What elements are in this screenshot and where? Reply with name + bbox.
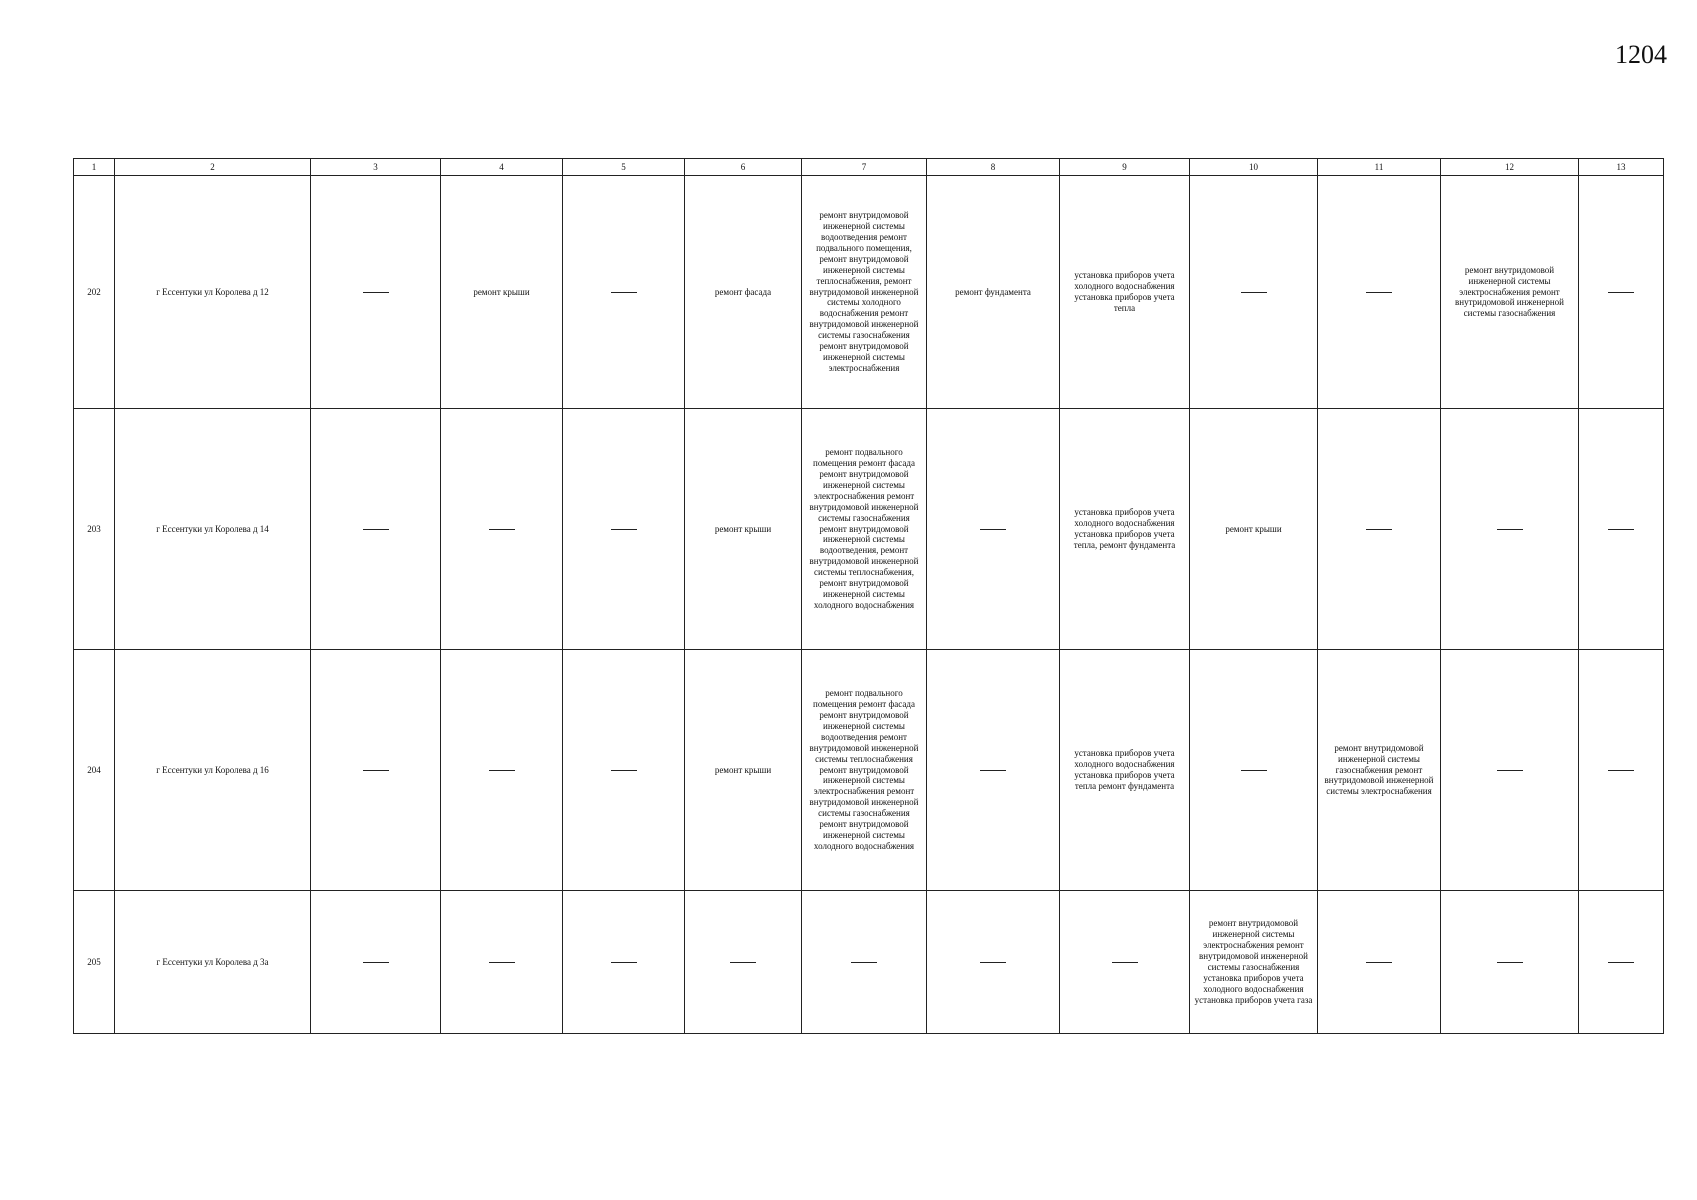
header-cell: 10 <box>1190 159 1318 176</box>
cell-col9: установка приборов учета холодного водоснабжения установка приборов учета тепла, ремонт фундамента <box>1060 409 1190 650</box>
dash-mark <box>611 292 637 293</box>
dash-mark <box>1608 770 1634 771</box>
dash-mark <box>980 962 1006 963</box>
header-cell: 13 <box>1579 159 1664 176</box>
dash-mark <box>611 770 637 771</box>
dash-mark <box>1497 962 1523 963</box>
table-row <box>74 409 1664 650</box>
dash-mark <box>363 770 389 771</box>
dash-mark <box>1608 292 1634 293</box>
cell-col3 <box>311 891 441 1034</box>
header-cell: 6 <box>685 159 802 176</box>
cell-col11 <box>1318 176 1441 409</box>
cell-col5 <box>563 409 685 650</box>
dash-mark <box>1366 529 1392 530</box>
dash-mark <box>489 529 515 530</box>
header-cell: 9 <box>1060 159 1190 176</box>
cell-col12 <box>1441 891 1579 1034</box>
cell-col8: ремонт фундамента <box>927 176 1060 409</box>
header-cell: 12 <box>1441 159 1579 176</box>
dash-mark <box>1366 962 1392 963</box>
cell-col3 <box>311 650 441 891</box>
cell-col6: ремонт крыши <box>685 650 802 891</box>
address-cell: г Ессентуки ул Королева д 14 <box>115 409 311 650</box>
address-cell: г Ессентуки ул Королева д 16 <box>115 650 311 891</box>
cell-col13 <box>1579 176 1664 409</box>
cell-col11 <box>1318 891 1441 1034</box>
cell-col10: ремонт внутридомовой инженерной системы электроснабжения ремонт внутридомовой инженерной системы газоснабжения установка приборов учета холодного водоснабжения установка приборов учета газа <box>1190 891 1318 1034</box>
cell-col5 <box>563 891 685 1034</box>
cell-col11 <box>1318 409 1441 650</box>
cell-col9: установка приборов учета холодного водоснабжения установка приборов учета тепла ремонт фундамента <box>1060 650 1190 891</box>
cell-col10 <box>1190 176 1318 409</box>
cell-col3 <box>311 176 441 409</box>
works-table <box>73 158 1664 1034</box>
cell-col11: ремонт внутридомовой инженерной системы газоснабжения ремонт внутридомовой инженерной системы электроснабжения <box>1318 650 1441 891</box>
dash-mark <box>611 962 637 963</box>
dash-mark <box>1497 529 1523 530</box>
dash-mark <box>489 962 515 963</box>
cell-col13 <box>1579 409 1664 650</box>
dash-mark <box>611 529 637 530</box>
header-cell: 4 <box>441 159 563 176</box>
cell-col12 <box>1441 409 1579 650</box>
cell-col9: установка приборов учета холодного водоснабжения установка приборов учета тепла <box>1060 176 1190 409</box>
cell-col7: ремонт внутридомовой инженерной системы водоотведения ремонт подвального помещения, ремонт внутридомовой инженерной системы теплоснабжения, ремонт внутридомовой инженерной системы холодного водоснабжения ремонт внутридомовой инженерной системы газоснабжения ремонт внутридомовой инженерной системы электроснабжения <box>802 176 927 409</box>
cell-col8 <box>927 891 1060 1034</box>
cell-col13 <box>1579 650 1664 891</box>
cell-col9 <box>1060 891 1190 1034</box>
header-cell: 5 <box>563 159 685 176</box>
row-number: 203 <box>74 409 115 650</box>
cell-col8 <box>927 409 1060 650</box>
dash-mark <box>1241 292 1267 293</box>
address-cell: г Ессентуки ул Королева д 3а <box>115 891 311 1034</box>
cell-col5 <box>563 176 685 409</box>
dash-mark <box>1497 770 1523 771</box>
dash-mark <box>363 529 389 530</box>
dash-mark <box>730 962 756 963</box>
header-row <box>74 159 1664 176</box>
dash-mark <box>1241 770 1267 771</box>
cell-col10: ремонт крыши <box>1190 409 1318 650</box>
dash-mark <box>363 292 389 293</box>
cell-col4 <box>441 409 563 650</box>
table-row <box>74 176 1664 409</box>
cell-col4 <box>441 650 563 891</box>
cell-col6: ремонт фасада <box>685 176 802 409</box>
dash-mark <box>851 962 877 963</box>
cell-col6: ремонт крыши <box>685 409 802 650</box>
cell-col8 <box>927 650 1060 891</box>
cell-col7 <box>802 891 927 1034</box>
cell-col12 <box>1441 650 1579 891</box>
header-cell: 3 <box>311 159 441 176</box>
dash-mark <box>363 962 389 963</box>
header-cell: 7 <box>802 159 927 176</box>
cell-col13 <box>1579 891 1664 1034</box>
dash-mark <box>980 529 1006 530</box>
cell-col5 <box>563 650 685 891</box>
cell-col7: ремонт подвального помещения ремонт фасада ремонт внутридомовой инженерной системы водоотведения ремонт внутридомовой инженерной системы теплоснабжения ремонт внутридомовой инженерной системы электроснабжения ремонт внутридомовой инженерной системы газоснабжения ремонт внутридомовой инженерной системы холодного водоснабжения <box>802 650 927 891</box>
cell-col12: ремонт внутридомовой инженерной системы электроснабжения ремонт внутридомовой инженерной системы газоснабжения <box>1441 176 1579 409</box>
header-cell: 11 <box>1318 159 1441 176</box>
dash-mark <box>1366 292 1392 293</box>
cell-col10 <box>1190 650 1318 891</box>
header-cell: 8 <box>927 159 1060 176</box>
dash-mark <box>1112 962 1138 963</box>
cell-col4 <box>441 891 563 1034</box>
header-cell: 2 <box>115 159 311 176</box>
dash-mark <box>489 770 515 771</box>
dash-mark <box>1608 529 1634 530</box>
dash-mark <box>980 770 1006 771</box>
cell-col4: ремонт крыши <box>441 176 563 409</box>
header-cell: 1 <box>74 159 115 176</box>
cell-col6 <box>685 891 802 1034</box>
table-row <box>74 891 1664 1034</box>
row-number: 205 <box>74 891 115 1034</box>
cell-col7: ремонт подвального помещения ремонт фасада ремонт внутридомовой инженерной системы электроснабжения ремонт внутридомовой инженерной системы газоснабжения ремонт внутридомовой инженерной системы водоотведения, ремонт внутридомовой инженерной системы теплоснабжения, ремонт внутридомовой инженерной системы холодного водоснабжения <box>802 409 927 650</box>
table-row <box>74 650 1664 891</box>
row-number: 204 <box>74 650 115 891</box>
dash-mark <box>1608 962 1634 963</box>
page-number: 1204 <box>1615 40 1667 69</box>
address-cell: г Ессентуки ул Королева д 12 <box>115 176 311 409</box>
row-number: 202 <box>74 176 115 409</box>
cell-col3 <box>311 409 441 650</box>
